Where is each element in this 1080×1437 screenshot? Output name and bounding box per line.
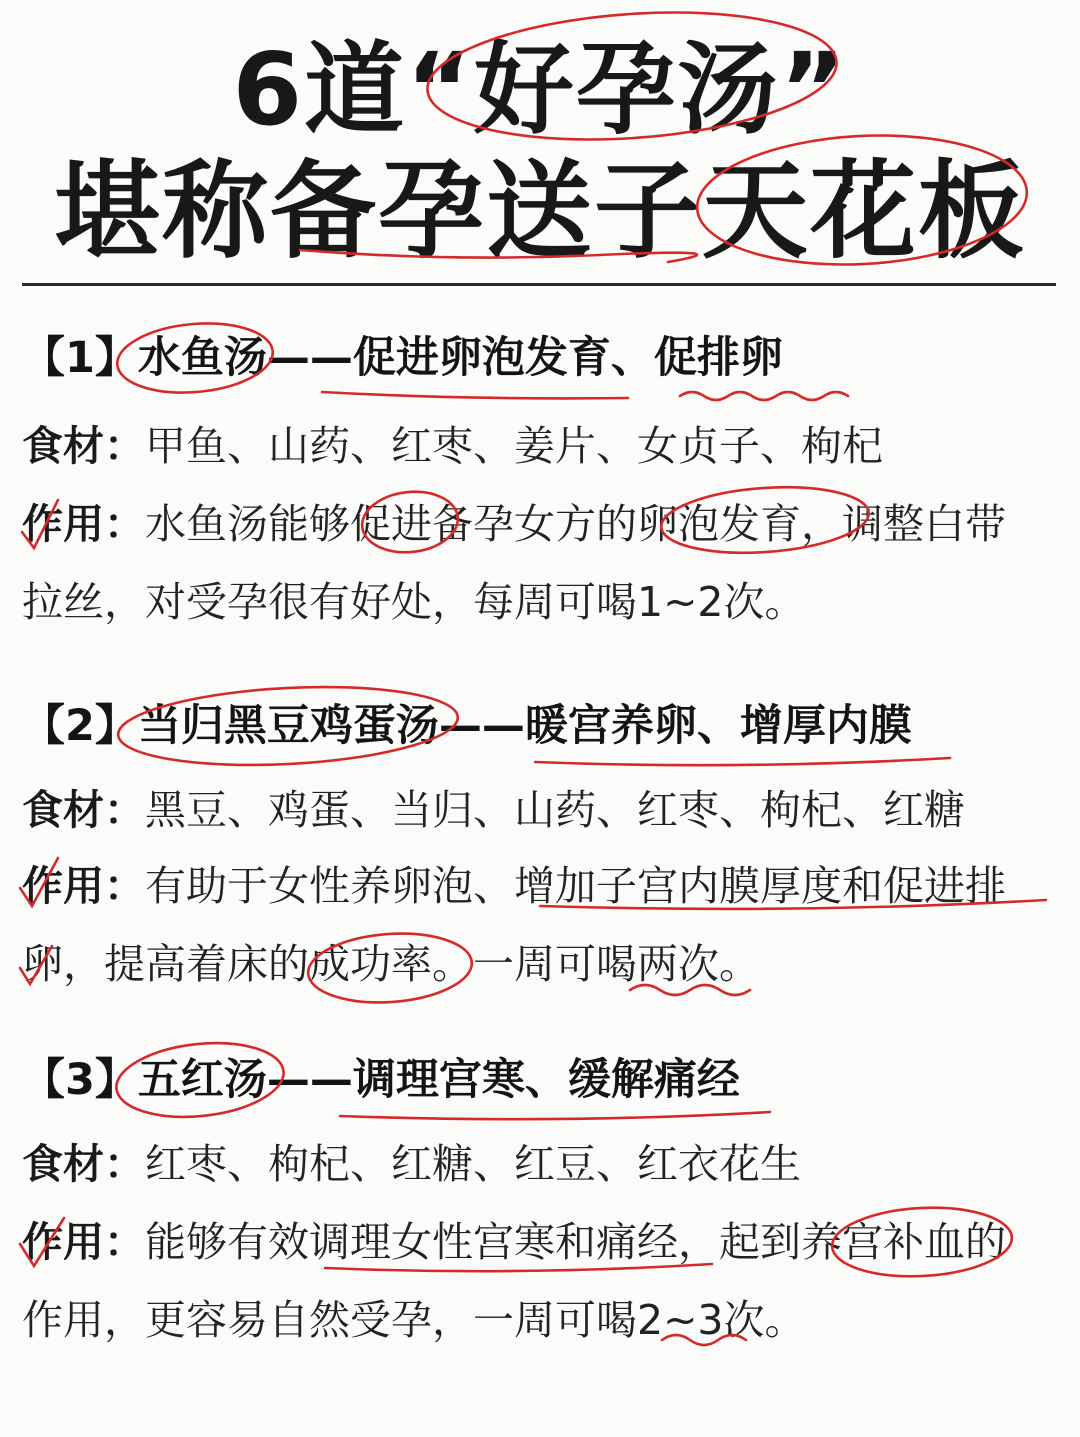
section-2-effect-line-2: 卵，提高着床的成功率。一周可喝两次。 bbox=[22, 940, 760, 988]
effect-label: 作用： bbox=[22, 862, 145, 910]
ingredients-label: 食材： bbox=[22, 786, 145, 834]
effect-text-line-1: 能够有效调理女性宫寒和痛经，起到养宫补血的 bbox=[145, 1218, 1006, 1266]
page-title-line-2: 堪称备孕送子天花板 bbox=[54, 150, 1026, 273]
underline-cujinluanpao bbox=[322, 392, 628, 398]
effect-text-line-1: 水鱼汤能够促进备孕女方的卵泡发育，调整白带 bbox=[145, 500, 1006, 548]
effect-label: 作用： bbox=[22, 500, 145, 548]
section-2-ingredients bbox=[22, 782, 965, 838]
ingredients-label: 食材： bbox=[22, 1140, 145, 1188]
ingredients-text: 甲鱼、山药、红枣、姜片、女贞子、枸杞 bbox=[145, 422, 883, 470]
section-2-heading: 【2】当归黑豆鸡蛋汤——暖宫养卵、增厚内膜 bbox=[22, 701, 912, 751]
section-3-effect-line-2: 作用，更容易自然受孕，一周可喝2~3次。 bbox=[22, 1296, 806, 1344]
underline-nuangong bbox=[535, 758, 950, 765]
ingredients-text: 红枣、枸杞、红糖、红豆、红衣花生 bbox=[145, 1140, 801, 1188]
section-2-effect bbox=[22, 858, 1006, 914]
section-3-effect bbox=[22, 1214, 1006, 1270]
effect-text-line-1: 有助于女性养卵泡、增加子宫内膜厚度和促进排 bbox=[145, 862, 1006, 910]
title-divider bbox=[22, 283, 1056, 286]
section-3-ingredients bbox=[22, 1136, 801, 1192]
section-1-effect-line-2: 拉丝，对受孕很有好处，每周可喝1~2次。 bbox=[22, 578, 806, 626]
ingredients-text: 黑豆、鸡蛋、当归、山药、红枣、枸杞、红糖 bbox=[145, 786, 965, 834]
section-1-ingredients bbox=[22, 418, 883, 474]
section-1-heading: 【1】水鱼汤——促进卵泡发育、促排卵 bbox=[22, 333, 783, 383]
section-3-heading: 【3】五红汤——调理宫寒、缓解痛经 bbox=[22, 1055, 740, 1105]
ingredients-label: 食材： bbox=[22, 422, 145, 470]
page-title-line-1: 6道“好孕汤” bbox=[232, 31, 848, 148]
underline-cupailuan-wavy bbox=[680, 392, 848, 400]
section-1-effect bbox=[22, 496, 1006, 552]
underline-tiaoligonghan bbox=[340, 1112, 770, 1119]
effect-label: 作用： bbox=[22, 1218, 145, 1266]
